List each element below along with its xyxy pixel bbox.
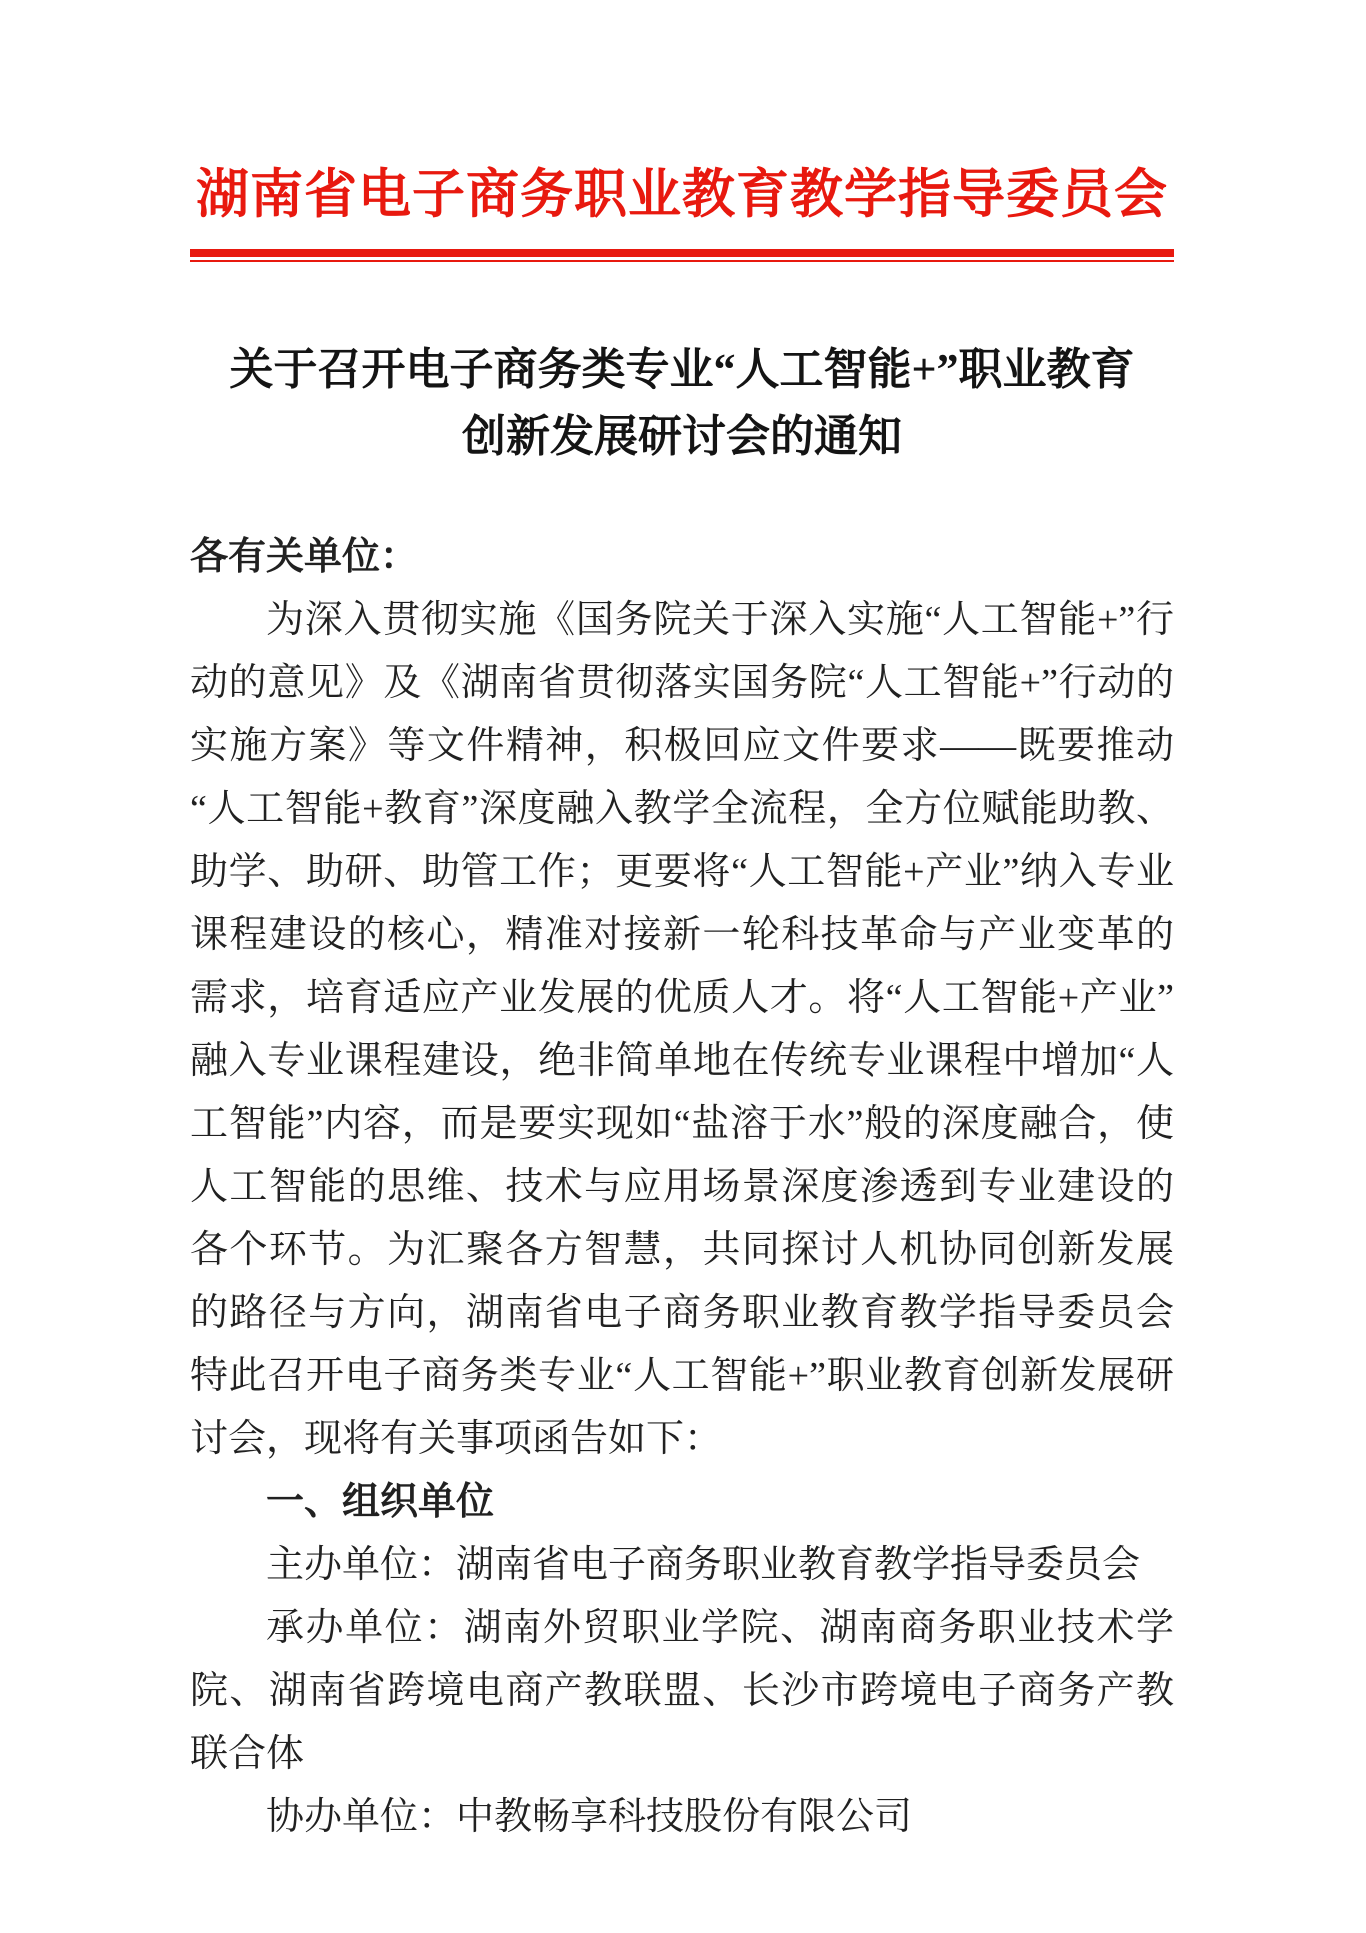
document-title xyxy=(190,336,1174,470)
masthead-divider-thick-line xyxy=(190,249,1174,257)
masthead-divider-thin-line xyxy=(190,260,1174,262)
organizer-host-line: 主办单位：湖南省电子商务职业教育教学指导委员会 xyxy=(266,1544,1141,1586)
salutation: 各有关单位： xyxy=(190,536,419,578)
organizer-undertaker-line: 承办单位：湖南外贸职业学院、湖南商务职业技术学院、湖南省跨境电商产教联盟、长沙市跨境电子商务产教联合体 xyxy=(190,1607,1174,1775)
section-heading-organizers: 一、组织单位 xyxy=(266,1481,495,1523)
organizer-coorganizer-line: 协办单位：中教畅享科技股份有限公司 xyxy=(266,1796,913,1838)
document-title-line1: 关于召开电子商务类专业“人工智能+”职业教育 xyxy=(229,345,1135,394)
document-body xyxy=(190,526,1174,1849)
masthead-title: 湖南省电子商务职业教育教学指导委员会 xyxy=(196,166,1168,224)
intro-paragraph: 为深入贯彻实施《国务院关于深入实施“人工智能+”行动的意见》及《湖南省贯彻落实国务院“人工智能+”行动的实施方案》等文件精神，积极回应文件要求——既要推动“人工智能+教育”深度融入教学全流程，全方位赋能助教、助学、助研、助管工作；更要将“人工智能+产业”纳入专业课程建设的核心，精准对接新一轮科技革命与产业变革的需求，培育适应产业发展的优质人才。将“人工智能+产业”融入专业课程建设，绝非简单地在传统专业课程中增加“人工智能”内容，而是要实现如“盐溶于水”般的深度融合，使人工智能的思维、技术与应用场景深度渗透到专业建设的各个环节。为汇聚各方智慧，共同探讨人机协同创新发展的路径与方向，湖南省电子商务职业教育教学指导委员会特此召开电子商务类专业“人工智能+”职业教育创新发展研讨会，现将有关事项函告如下： xyxy=(190,599,1174,1460)
document-header xyxy=(190,166,1174,262)
masthead-divider xyxy=(190,249,1174,262)
document-title-line2: 创新发展研讨会的通知 xyxy=(462,412,902,461)
